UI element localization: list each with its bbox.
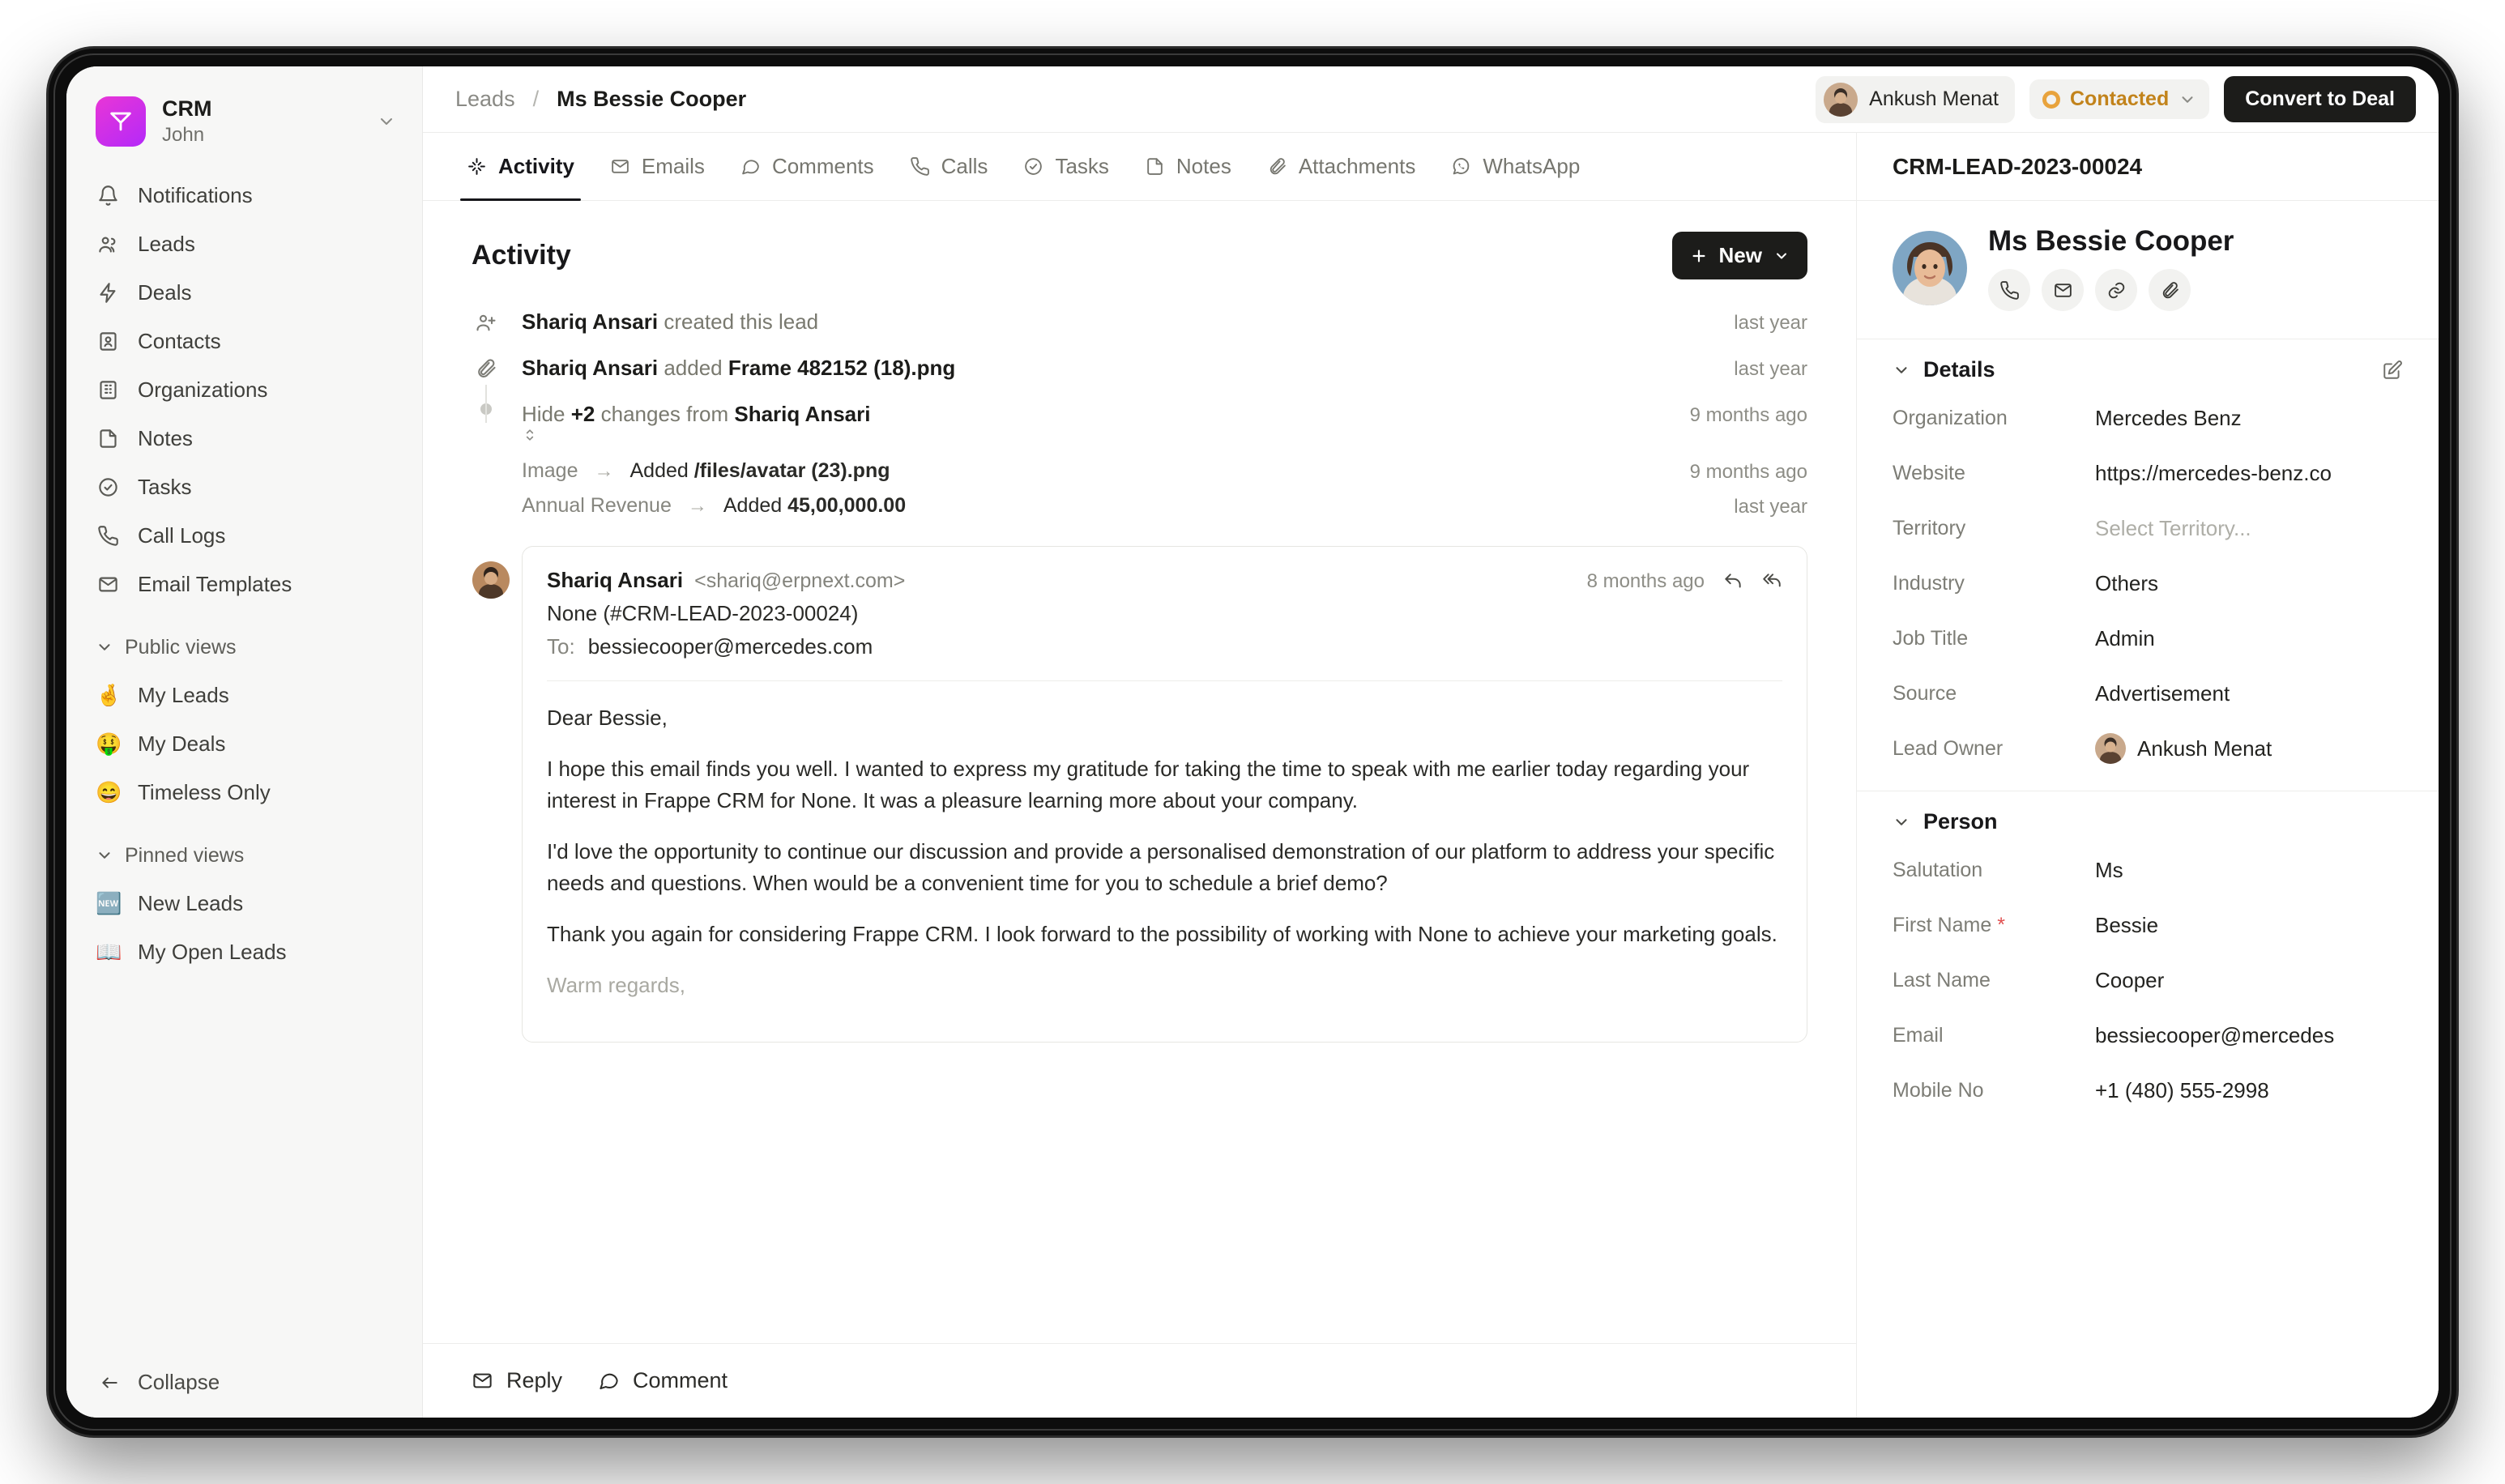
change-value: Added /files/avatar (23).png: [629, 459, 890, 482]
section-label: Public views: [125, 635, 237, 659]
change-field: Image: [522, 459, 578, 482]
sidebar-item-label: Contacts: [138, 328, 221, 353]
actor-name: Shariq Ansari: [522, 309, 659, 334]
email-to-label: To:: [547, 634, 575, 659]
timeline-time: 9 months ago: [1689, 404, 1807, 426]
chevron-down-icon: [2179, 91, 2196, 109]
device-frame: [49, 49, 2456, 1435]
new-activity-button[interactable]: [1672, 232, 1807, 279]
tab-label: Activity: [498, 154, 574, 178]
tab-calls[interactable]: [895, 133, 1003, 200]
section-label: Pinned views: [125, 843, 245, 867]
change-value-text: /files/avatar (23).png: [693, 459, 890, 482]
building-icon: [96, 377, 120, 402]
tab-label: Tasks: [1055, 154, 1109, 178]
field-value[interactable]: Cooper: [2095, 967, 2165, 992]
field-label: Email: [1893, 1023, 1944, 1047]
field-label: Source: [1893, 681, 1957, 705]
change-time: last year: [1734, 496, 1807, 518]
status-dot-icon: [2042, 91, 2060, 109]
reply-button[interactable]: [472, 1368, 562, 1393]
timeline-time: last year: [1734, 358, 1807, 380]
activity-icon: [467, 156, 487, 177]
arrow-right-icon: →: [687, 494, 707, 517]
tab-label: Notes: [1176, 154, 1231, 178]
field-value[interactable]: Select Territory...: [2095, 515, 2251, 540]
email-meta: [1587, 570, 1782, 593]
email-paragraph: Dear Bessie,: [547, 706, 668, 730]
avatar: [472, 561, 510, 599]
tab-label: Comments: [771, 154, 874, 178]
tab-bar: [423, 133, 1856, 201]
paperclip-icon: [1267, 156, 1287, 177]
actor-name: Shariq Ansari: [734, 402, 871, 426]
bell-icon: [96, 183, 120, 207]
sidebar-item-my-leads[interactable]: [83, 672, 406, 719]
field-label: Mobile No: [1893, 1078, 1984, 1102]
tab-label: Calls: [941, 154, 988, 178]
timeline-text: [522, 309, 1713, 335]
contact-icon: [96, 329, 120, 353]
email-timestamp: 8 months ago: [1586, 570, 1705, 592]
email-sender-address: <shariq@erpnext.com>: [694, 569, 906, 592]
money-face-emoji-icon: 🤑: [96, 731, 122, 756]
activity-footer-actions: [423, 1343, 1856, 1418]
action-text: created this lead: [664, 309, 819, 334]
whatsapp-icon: [1451, 156, 1471, 177]
sidebar-item-tasks[interactable]: [83, 464, 406, 510]
field-mobile-no: [1893, 1063, 2403, 1118]
field-first-name: [1893, 898, 2403, 953]
chevron-down-icon[interactable]: [1893, 361, 1910, 379]
chevron-down-icon[interactable]: [1893, 813, 1910, 831]
sidebar-item-label: My Deals: [138, 731, 226, 756]
sidebar-item-timeless-only[interactable]: [83, 770, 406, 816]
activity-timeline: [423, 292, 1856, 1043]
new-activity-label: New: [1718, 243, 1762, 267]
email-subject: None (#CRM-LEAD-2023-00024): [547, 601, 859, 625]
field-label: Website: [1893, 461, 1965, 484]
action-text: added: [664, 356, 723, 380]
link-icon[interactable]: [2095, 269, 2137, 311]
sidebar-item-label: Leads: [138, 231, 195, 256]
change-value-text: 45,00,000.00: [787, 494, 907, 517]
change-time: 9 months ago: [1689, 461, 1807, 483]
brand-title: CRM: [162, 96, 212, 121]
mail-icon: [96, 572, 120, 596]
topbar: [423, 66, 2439, 133]
field-label: Industry: [1893, 571, 1965, 595]
activity-scroll-area[interactable]: [423, 201, 1856, 1343]
mail-icon[interactable]: [2042, 269, 2084, 311]
details-section-header[interactable]: [1893, 357, 2403, 382]
email-card[interactable]: [522, 546, 1807, 1043]
people-icon: [96, 232, 120, 256]
smile-emoji-icon: 😄: [96, 779, 122, 804]
email-paragraph: I hope this email finds you well. I wanted to express my gratitude for taking the time to speak with me earlier today regarding your interest in Frappe CRM for None. It was a pleasure learning more about your company.: [547, 757, 1750, 812]
collapse-label: Collapse: [138, 1370, 220, 1394]
timeline-time: last year: [1734, 312, 1807, 334]
tab-whatsapp[interactable]: [1436, 133, 1594, 200]
status-label: Contacted: [2070, 87, 2170, 110]
sidebar-item-label: Call Logs: [138, 522, 226, 548]
record-id: CRM-LEAD-2023-00024: [1857, 133, 2439, 201]
crm-logo-icon: [96, 96, 146, 147]
sidebar-item-label: Timeless Only: [138, 779, 271, 804]
actor-name: Shariq Ansari: [522, 356, 659, 380]
hand-emoji-icon: 🤞: [96, 682, 122, 707]
brand-user: John: [162, 123, 205, 146]
field-value[interactable]: bessiecooper@mercedes: [2095, 1022, 2335, 1047]
field-value[interactable]: Others: [2095, 570, 2159, 595]
status-badge[interactable]: [2029, 79, 2209, 119]
phone-icon[interactable]: [1988, 269, 2030, 311]
sidebar-item-label: My Leads: [138, 682, 229, 707]
new-emoji-icon: 🆕: [96, 890, 122, 915]
breadcrumb-current: Ms Bessie Cooper: [557, 87, 747, 111]
note-icon: [1145, 156, 1165, 177]
tab-label: WhatsApp: [1483, 154, 1581, 178]
field-label: Territory: [1893, 516, 1966, 539]
convert-to-deal-button[interactable]: Convert to Deal: [2224, 76, 2416, 122]
email-recipient-row: [547, 634, 1782, 659]
field-label: Salutation: [1893, 858, 1983, 881]
sidebar-nav: [66, 170, 422, 978]
hide-label[interactable]: Hide: [522, 402, 565, 426]
sidebar-item-label: Tasks: [138, 474, 192, 499]
field-value[interactable]: Bessie: [2095, 912, 2159, 937]
field-value[interactable]: Mercedes Benz: [2095, 405, 2242, 430]
person-quick-actions: [1988, 269, 2234, 311]
sidebar-item-label: Email Templates: [138, 571, 292, 596]
field-value[interactable]: https://mercedes-benz.co: [2095, 460, 2332, 485]
sidebar-item-label: New Leads: [138, 890, 244, 915]
changes-label: changes from: [600, 402, 729, 426]
reply-icon[interactable]: [1722, 571, 1743, 592]
comment-button[interactable]: [598, 1368, 728, 1393]
comment-icon: [740, 156, 761, 177]
chevron-down-icon: [1773, 248, 1790, 264]
comment-label: Comment: [633, 1368, 728, 1392]
field-label: Organization: [1893, 406, 2008, 429]
sidebar-item-email-templates[interactable]: [83, 561, 406, 608]
person-title: Person: [1923, 809, 1998, 834]
avatar: [1824, 83, 1858, 117]
edit-icon[interactable]: [2382, 360, 2403, 381]
note-icon: [96, 426, 120, 450]
activity-header: [423, 201, 1856, 292]
sidebar-item-label: Notes: [138, 425, 193, 450]
sidebar-item-new-leads[interactable]: [83, 881, 406, 927]
sidebar-item-deals[interactable]: [83, 270, 406, 316]
chevron-down-icon: [96, 638, 113, 656]
activity-panel: [423, 133, 1857, 1418]
person-section: [1857, 791, 2439, 1132]
sidebar-item-label: Deals: [138, 279, 192, 305]
field-industry: [1893, 556, 2403, 611]
section-pinned-views[interactable]: [83, 834, 406, 878]
topbar-actions: [1816, 76, 2416, 123]
field-label: Job Title: [1893, 626, 1969, 650]
sidebar-item-leads[interactable]: [83, 221, 406, 267]
email-sender-name: Shariq Ansari: [547, 568, 684, 592]
phone-icon: [96, 523, 120, 548]
sidebar: [66, 66, 423, 1418]
timeline-connector: [485, 385, 487, 423]
phone-icon: [910, 156, 930, 177]
field-value: Ankush Menat: [2137, 736, 2272, 761]
timeline-item-created: [472, 299, 1807, 345]
arrow-right-icon: →: [594, 459, 614, 482]
field-email: [1893, 1008, 2403, 1063]
lead-owner-pill[interactable]: [1816, 76, 2015, 123]
tab-notes[interactable]: [1130, 133, 1246, 200]
sidebar-item-notes[interactable]: [83, 416, 406, 462]
breadcrumb-root[interactable]: Leads: [455, 87, 515, 111]
sidebar-item-call-logs[interactable]: [83, 513, 406, 559]
email-icon: [472, 1370, 493, 1392]
person-section-header[interactable]: [1893, 809, 2403, 834]
field-label: Lead Owner: [1893, 736, 2004, 760]
avatar: [2095, 733, 2126, 764]
tab-emails[interactable]: [595, 133, 719, 200]
field-job-title: [1893, 611, 2403, 666]
timeline-text: [522, 402, 1669, 443]
field-value[interactable]: Ms: [2095, 857, 2123, 882]
tab-comments[interactable]: [726, 133, 889, 200]
person-summary: [1857, 201, 2439, 339]
field-website: [1893, 446, 2403, 501]
field-salutation: [1893, 842, 2403, 898]
book-emoji-icon: 📖: [96, 939, 122, 964]
collapse-sidebar-button[interactable]: [66, 1355, 422, 1418]
sidebar-item-notifications[interactable]: [83, 173, 406, 219]
attachment-filename[interactable]: Frame 482152 (18).png: [728, 356, 956, 380]
sidebar-item-label: Notifications: [138, 182, 253, 207]
email-header: [547, 568, 1782, 593]
field-value[interactable]: +1 (480) 555-2998: [2095, 1077, 2269, 1102]
breadcrumb-separator: /: [532, 87, 540, 111]
task-icon: [1023, 156, 1043, 177]
page-title: Activity: [472, 240, 571, 271]
changes-count: +2: [570, 402, 595, 426]
field-label: First Name *: [1893, 913, 2005, 936]
chevron-down-icon: [377, 112, 396, 131]
email-body: [547, 680, 1782, 1001]
paperclip-icon[interactable]: [2149, 269, 2191, 311]
lead-owner-name: Ankush Menat: [1869, 87, 1999, 110]
workspace-switcher[interactable]: [86, 87, 406, 156]
field-label: Last Name: [1893, 968, 1991, 991]
sidebar-item-organizations[interactable]: [83, 367, 406, 413]
sidebar-item-my-open-leads[interactable]: [83, 929, 406, 975]
details-section: [1857, 339, 2439, 791]
field-lead-owner: [1893, 721, 2403, 776]
email-paragraph: Thank you again for considering Frappe CRM. I look forward to the possibility of working with None to achieve your marketing goals.: [547, 922, 1777, 946]
sidebar-item-label: My Open Leads: [138, 939, 287, 964]
email-icon: [610, 156, 630, 177]
reply-all-icon[interactable]: [1761, 571, 1782, 592]
app-window: [66, 66, 2439, 1418]
bolt-icon: [96, 280, 120, 305]
tab-tasks[interactable]: [1009, 133, 1123, 200]
change-field: Annual Revenue: [522, 494, 672, 517]
required-marker: *: [1997, 913, 2005, 936]
email-closing: Warm regards,: [547, 973, 685, 997]
collapse-arrow-icon: [99, 1372, 120, 1393]
person-add-icon: [472, 309, 501, 334]
change-row-image: [472, 454, 1807, 488]
reply-label: Reply: [506, 1368, 563, 1392]
field-organization: [1893, 390, 2403, 446]
sidebar-item-contacts[interactable]: [83, 318, 406, 365]
email-to-address: bessiecooper@mercedes.com: [587, 634, 873, 659]
timeline-item-changes-group[interactable]: [472, 391, 1807, 454]
change-row-annual-revenue: [472, 488, 1807, 523]
person-name: Ms Bessie Cooper: [1988, 225, 2234, 257]
field-last-name: [1893, 953, 2403, 1008]
details-sidebar: [1857, 133, 2439, 1418]
tab-label: Emails: [641, 154, 705, 178]
sidebar-item-my-deals[interactable]: [83, 721, 406, 767]
main-area: [423, 66, 2439, 1418]
task-icon: [96, 475, 120, 499]
field-value[interactable]: Advertisement: [2095, 680, 2230, 706]
plus-icon: [1690, 247, 1708, 265]
comment-icon: [598, 1370, 620, 1392]
email-paragraph: I'd love the opportunity to continue our discussion and provide a personalised demonstration of our platform to address your specific needs and questions. When would be a convenient time for you to schedule a brief demo?: [547, 839, 1775, 895]
sidebar-item-label: Organizations: [138, 377, 268, 402]
timeline-item-attachment: [472, 345, 1807, 391]
avatar[interactable]: [1893, 231, 1967, 305]
field-source: [1893, 666, 2403, 721]
chevron-up-down-icon[interactable]: [522, 427, 1669, 443]
field-territory: [1893, 501, 2403, 556]
change-value: Added 45,00,000.00: [723, 494, 907, 517]
section-public-views[interactable]: [83, 625, 406, 670]
field-value[interactable]: Admin: [2095, 625, 2155, 650]
tab-label: Attachments: [1298, 154, 1416, 178]
field-value-container[interactable]: [2095, 733, 2403, 764]
timeline-text: [522, 356, 1713, 381]
tab-attachments[interactable]: [1252, 133, 1431, 200]
tab-activity[interactable]: [452, 133, 589, 200]
chevron-down-icon: [96, 846, 113, 864]
details-title: Details: [1923, 357, 1995, 382]
content-row: [423, 133, 2439, 1418]
paperclip-icon: [472, 356, 501, 380]
